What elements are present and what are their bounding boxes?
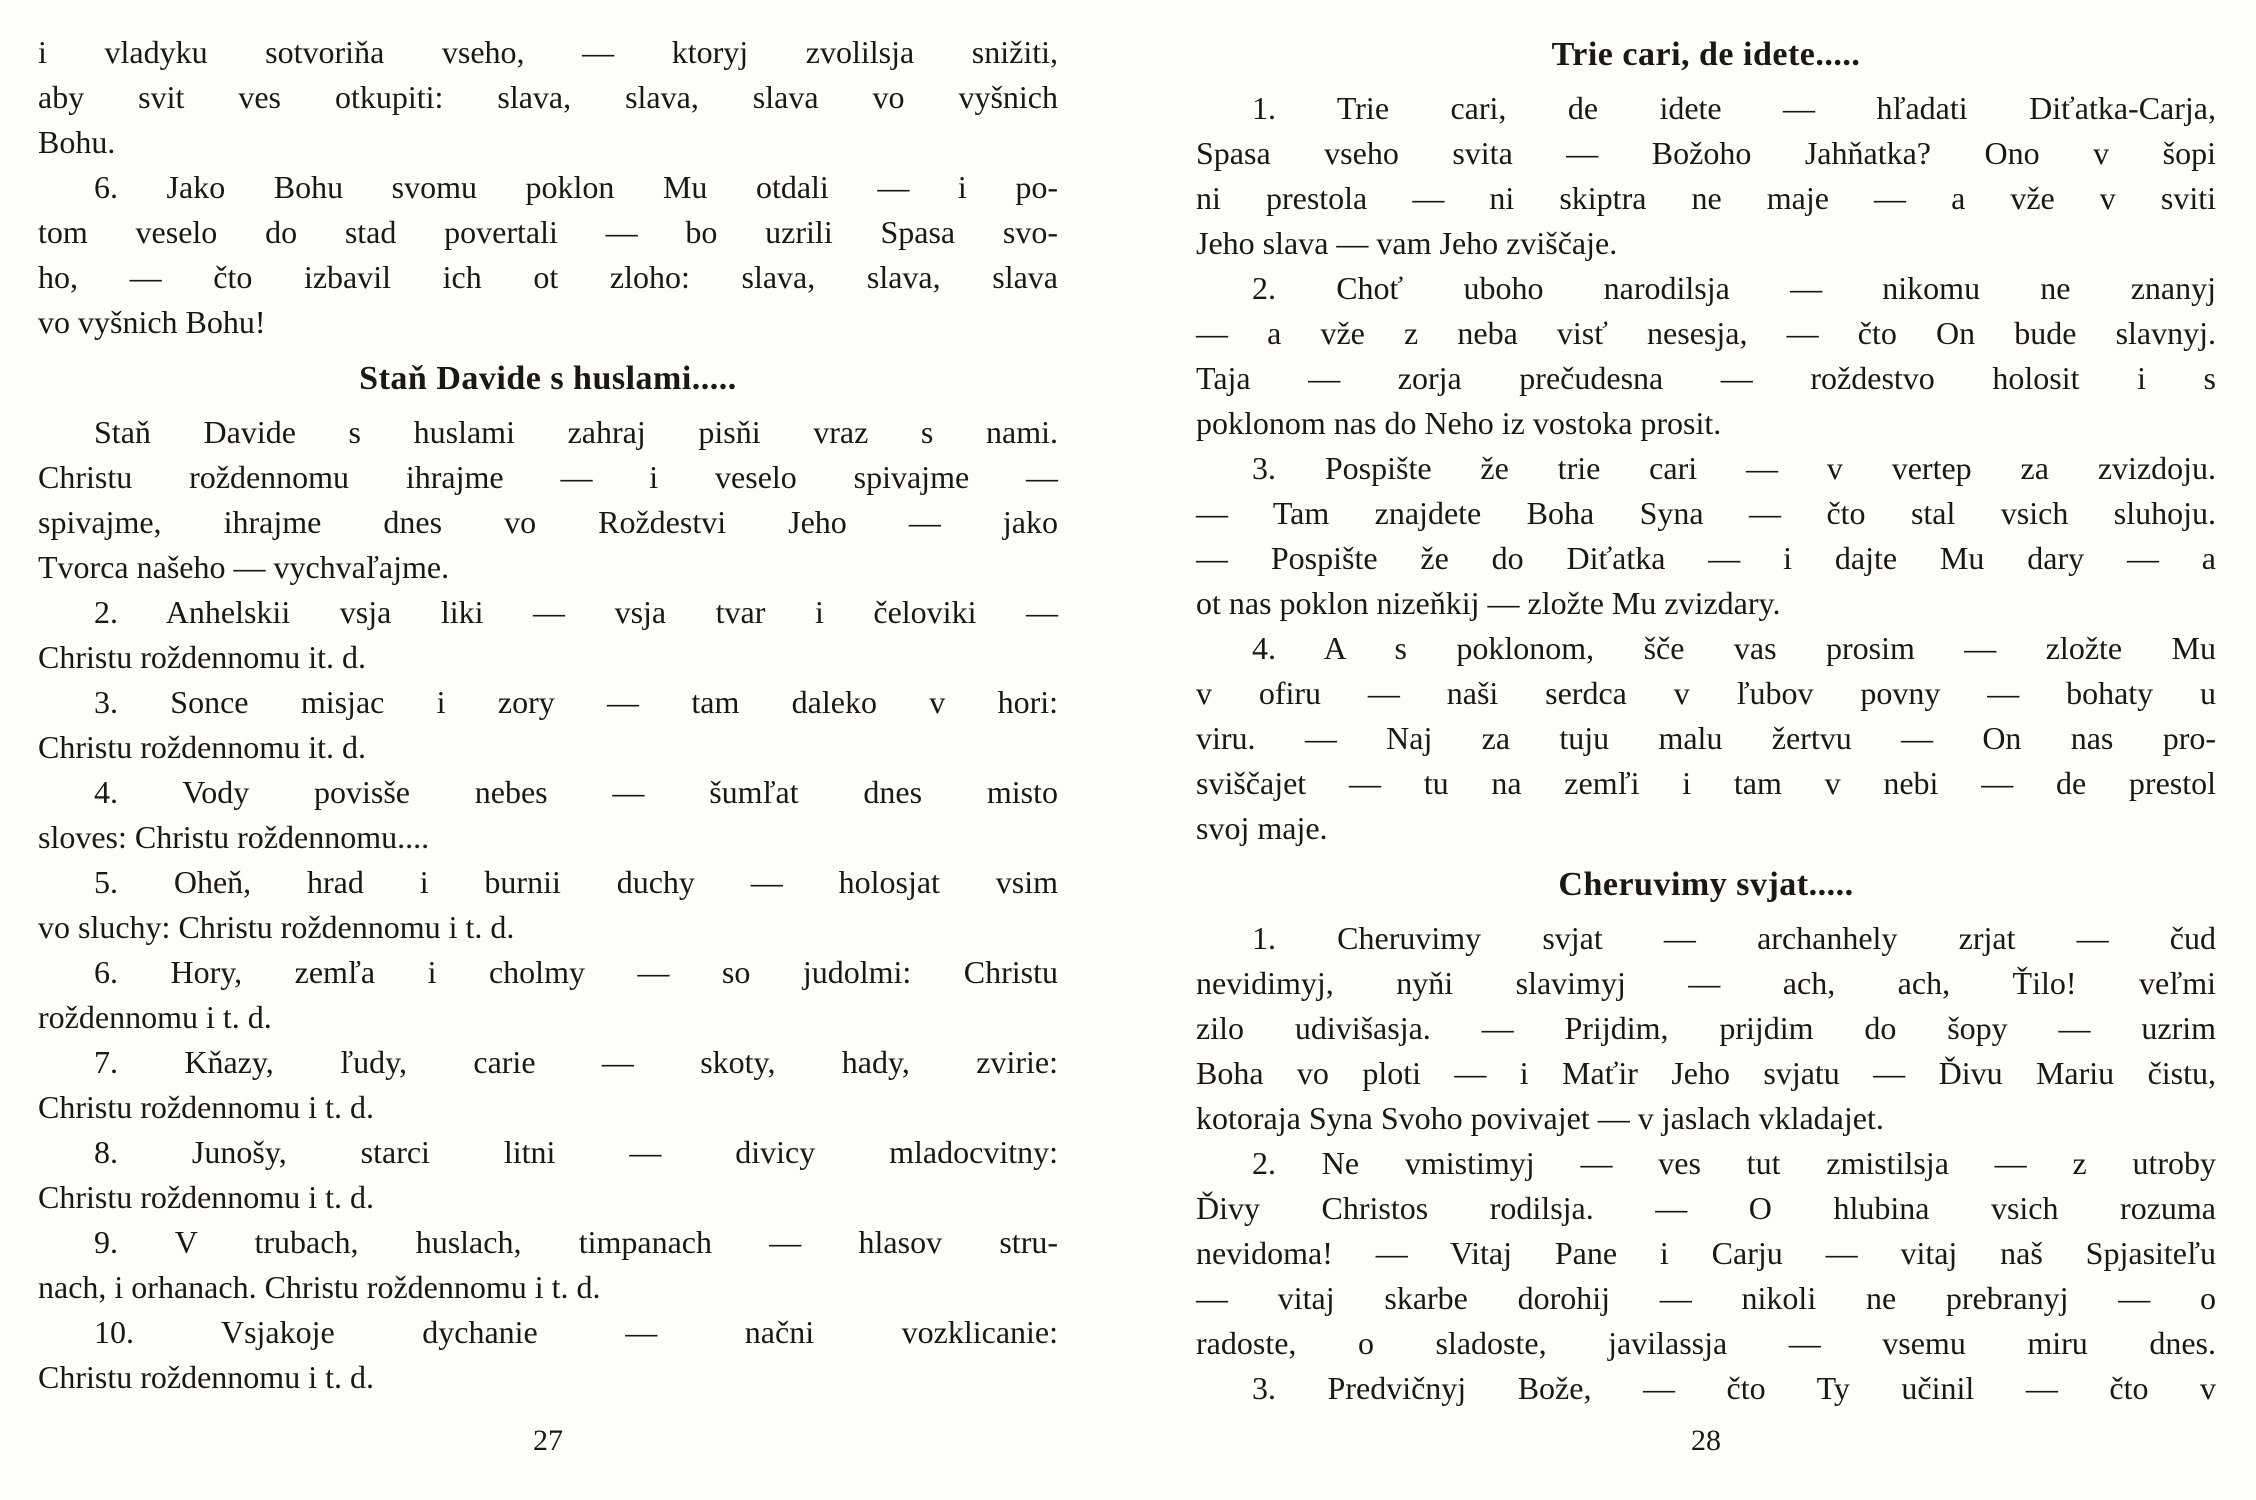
text-line: — a vže z neba visť nesesja, — čto On bude slavnyj. bbox=[1196, 315, 2216, 351]
text-line: vo sluchy: Christu roždennomu i t. d. bbox=[38, 909, 515, 945]
text-line: ho, — čto izbavil ich ot zloho: slava, slava, slava bbox=[38, 259, 1058, 295]
text-line: Bohu. bbox=[38, 124, 116, 160]
text-line: 2. Choť uboho narodilsja — nikomu ne znanyj bbox=[1252, 270, 2216, 306]
text-line: 2. Ne vmistimyj — ves tut zmistilsja — z utroby bbox=[1252, 1145, 2216, 1181]
text-line: sviščajet — tu na zemľi i tam v nebi — de prestol bbox=[1196, 765, 2216, 801]
text-line: tom veselo do stad povertali — bo uzrili Spasa svo- bbox=[38, 214, 1058, 250]
text-line: — vitaj skarbe dorohij — nikoli ne prebranyj — o bbox=[1196, 1280, 2216, 1316]
text-line: i vladyku sotvoriňa vseho, — ktoryj zvolilsja snižiti, bbox=[38, 34, 1058, 70]
text-line: aby svit ves otkupiti: slava, slava, slava vo vyšnich bbox=[38, 79, 1058, 115]
text-line: Christu roždennomu i t. d. bbox=[38, 1179, 374, 1215]
text-line: vo vyšnich Bohu! bbox=[38, 304, 266, 340]
text-line: Boha vo ploti — i Maťir Jeho svjatu — Ďivu Mariu čistu, bbox=[1196, 1055, 2216, 1091]
text-line: spivajme, ihrajme dnes vo Roždestvi Jeho — jako bbox=[38, 504, 1058, 540]
text-line: 3. Sonce misjac i zory — tam daleko v hori: bbox=[94, 684, 1058, 720]
text-line: 3. Pospište že trie cari — v vertep za zvizdoju. bbox=[1252, 450, 2216, 486]
page-text-column bbox=[1196, 30, 2216, 1411]
text-line: roždennomu i t. d. bbox=[38, 999, 272, 1035]
text-line: kotoraja Syna Svoho povivajet — v jaslach vkladajet. bbox=[1196, 1100, 1884, 1136]
text-line: radoste, o sladoste, javilassja — vsemu miru dnes. bbox=[1196, 1325, 2216, 1361]
text-line: Christu roždennomu ihrajme — i veselo spivajme — bbox=[38, 459, 1058, 495]
text-line: Christu roždennomu i t. d. bbox=[38, 1089, 374, 1125]
page-number: 28 bbox=[1691, 1424, 1721, 1457]
text-line: Christu roždennomu i t. d. bbox=[38, 1359, 374, 1395]
page-text-column bbox=[38, 30, 1058, 1400]
text-line: 6. Jako Bohu svomu poklon Mu otdali — i po- bbox=[94, 169, 1058, 205]
text-line: 3. Predvičnyj Bože, — čto Ty učinil — čto v bbox=[1252, 1370, 2216, 1406]
text-line: ot nas poklon nizeňkij — zložte Mu zvizdary. bbox=[1196, 585, 1781, 621]
text-line: zilo udivišasja. — Prijdim, prijdim do šopy — uzrim bbox=[1196, 1010, 2216, 1046]
text-line: 9. V trubach, huslach, timpanach — hlasov stru- bbox=[94, 1224, 1058, 1260]
hymn-title: Trie cari, de idete..... bbox=[1551, 36, 1861, 73]
text-line: — Pospište že do Diťatka — i dajte Mu dary — a bbox=[1196, 540, 2216, 576]
text-line: 10. Vsjakoje dychanie — načni vozklicanie: bbox=[94, 1314, 1058, 1350]
text-line: 7. Kňazy, ľudy, carie — skoty, hady, zvirie: bbox=[94, 1044, 1058, 1080]
text-line: Ďivy Christos rodilsja. — O hlubina vsich rozuma bbox=[1196, 1190, 2216, 1226]
text-line: nach, i orhanach. Christu roždennomu i t. d. bbox=[38, 1269, 601, 1305]
text-line: 6. Hory, zemľa i cholmy — so judolmi: Christu bbox=[94, 954, 1058, 990]
text-line: Christu roždennomu it. d. bbox=[38, 729, 366, 765]
book-page-right bbox=[1128, 0, 2256, 1500]
text-line: Jeho slava — vam Jeho zviščaje. bbox=[1196, 225, 1618, 261]
text-line: 2. Anhelskii vsja liki — vsja tvar i čeloviki — bbox=[94, 594, 1058, 630]
text-line: — Tam znajdete Boha Syna — čto stal vsich sluhoju. bbox=[1196, 495, 2216, 531]
hymn-title: Staň Davide s huslami..... bbox=[359, 360, 737, 397]
text-line: nevidoma! — Vitaj Pane i Carju — vitaj naš Spjasiteľu bbox=[1196, 1235, 2216, 1271]
hymn-title: Cheruvimy svjat..... bbox=[1558, 866, 1854, 903]
text-line: 5. Oheň, hrad i burnii duchy — holosjat vsim bbox=[94, 864, 1058, 900]
text-line: Staň Davide s huslami zahraj pisňi vraz s nami. bbox=[94, 414, 1058, 450]
text-line: 1. Cheruvimy svjat — archanhely zrjat — čud bbox=[1252, 920, 2216, 956]
text-line: svoj maje. bbox=[1196, 810, 1328, 846]
text-line: sloves: Christu roždennomu.... bbox=[38, 819, 430, 855]
text-line: Spasa vseho svita — Božoho Jahňatka? Ono v šopi bbox=[1196, 135, 2216, 171]
text-line: poklonom nas do Neho iz vostoka prosit. bbox=[1196, 405, 1722, 441]
text-line: 4. A s poklonom, šče vas prosim — zložte Mu bbox=[1252, 630, 2216, 666]
text-line: ni prestola — ni skiptra ne maje — a vže v sviti bbox=[1196, 180, 2216, 216]
text-line: Christu roždennomu it. d. bbox=[38, 639, 366, 675]
text-line: v ofiru — naši serdca v ľubov povny — bohaty u bbox=[1196, 675, 2216, 711]
text-line: 8. Junošy, starci litni — divicy mladocvitny: bbox=[94, 1134, 1058, 1170]
page-number: 27 bbox=[533, 1424, 563, 1457]
text-line: Tvorca našeho — vychvaľajme. bbox=[38, 549, 450, 585]
text-line: 1. Trie cari, de idete — hľadati Diťatka-Carja, bbox=[1252, 90, 2216, 126]
text-line: 4. Vody povisše nebes — šumľat dnes misto bbox=[94, 774, 1058, 810]
text-line: nevidimyj, nyňi slavimyj — ach, ach, Ťilo! veľmi bbox=[1196, 965, 2216, 1001]
text-line: viru. — Naj za tuju malu žertvu — On nas pro- bbox=[1196, 720, 2216, 756]
text-line: Taja — zorja prečudesna — roždestvo holosit i s bbox=[1196, 360, 2216, 396]
